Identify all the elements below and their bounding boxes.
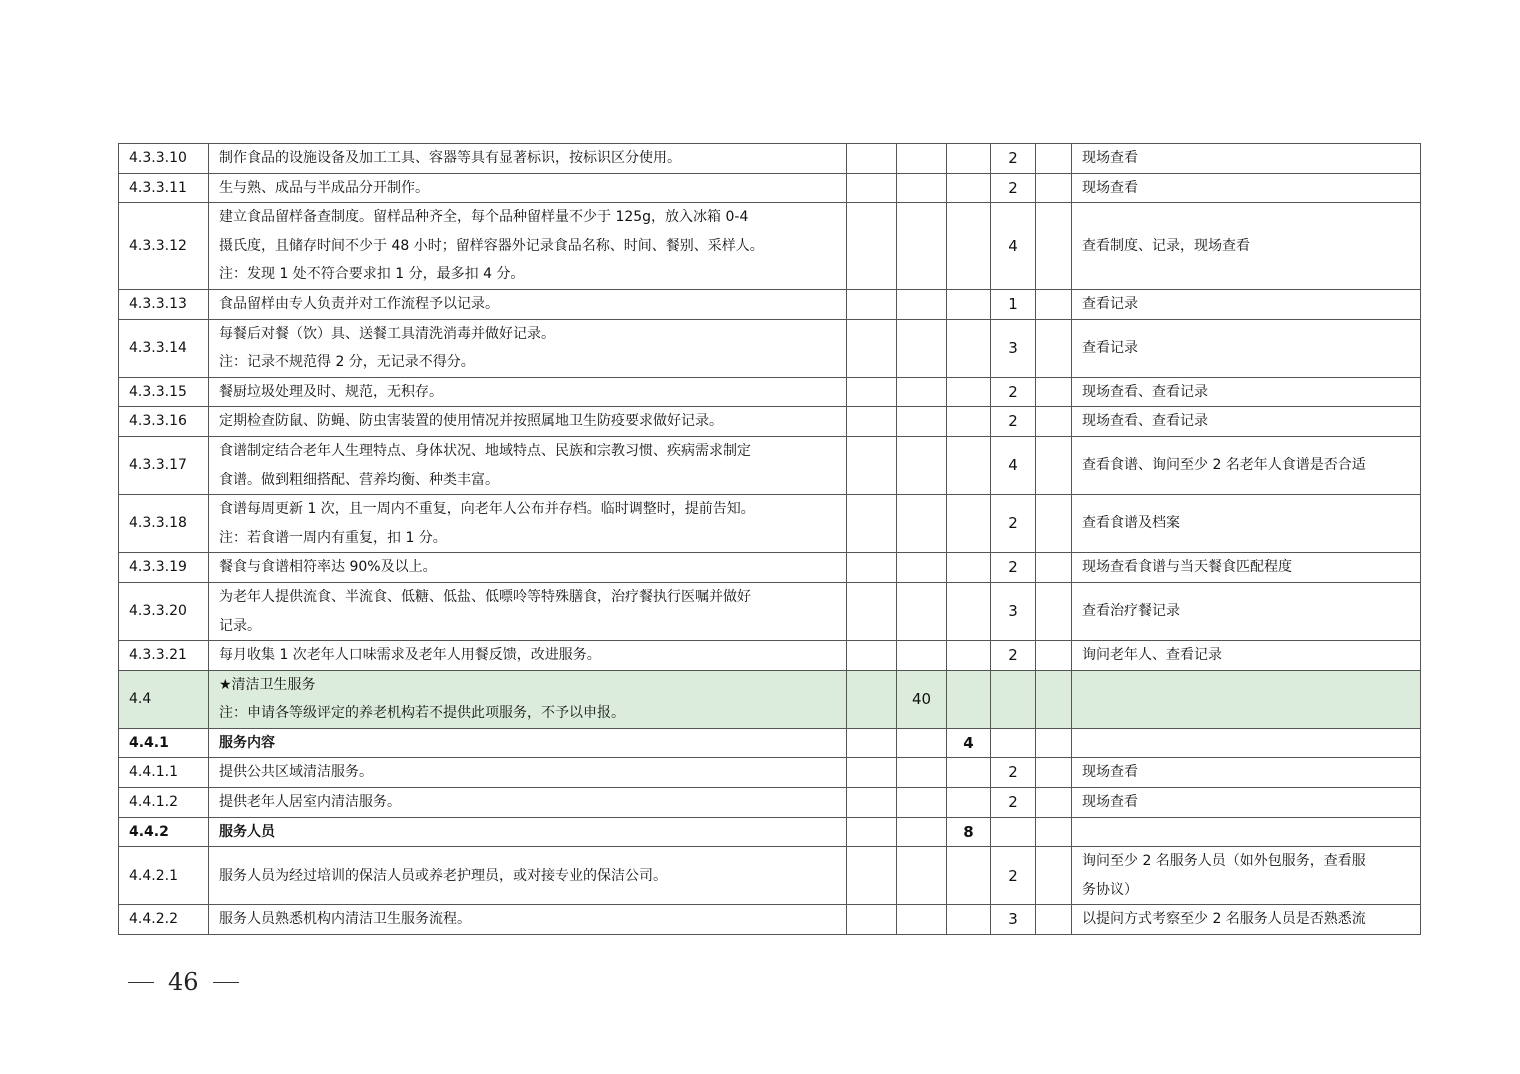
score-cell (947, 436, 991, 494)
item-description (209, 758, 847, 788)
score-cell (847, 203, 897, 290)
method-line: 现场查看、查看记录 (1082, 413, 1208, 430)
method-line: 查看治疗餐记录 (1082, 603, 1180, 620)
method-line: 询问老年人、查看记录 (1082, 647, 1222, 664)
item-number: 4.3.3.13 (119, 289, 209, 319)
item-number: 4.4.2.2 (119, 905, 209, 935)
item-number: 4.4.2 (119, 817, 209, 847)
score-cell (847, 173, 897, 203)
description-line: 定期检查防鼠、防蝇、防虫害装置的使用情况并按照属地卫生防疫要求做好记录。 (219, 413, 723, 430)
score-cell (1036, 670, 1072, 728)
description-line: 为老年人提供流食、半流食、低糖、低盐、低嘌呤等特殊膳食，治疗餐执行医嘱并做好 (219, 588, 751, 605)
table-row (119, 905, 1421, 935)
item-number: 4.3.3.17 (119, 436, 209, 494)
table-row (119, 436, 1421, 494)
score-cell (1036, 905, 1072, 935)
description-line: 服务人员熟悉机构内清洁卫生服务流程。 (219, 911, 471, 928)
score-cell (847, 582, 897, 640)
description-line: 注：申请各等级评定的养老机构若不提供此项服务，不予以申报。 (219, 705, 625, 722)
score-cell: 3 (991, 582, 1036, 640)
item-number: 4.3.3.21 (119, 641, 209, 671)
description-line: 注：发现 1 处不符合要求扣 1 分，最多扣 4 分。 (219, 266, 525, 283)
evaluation-method (1072, 289, 1421, 319)
score-cell (847, 289, 897, 319)
score-cell (947, 553, 991, 583)
description-line: 服务人员为经过培训的保洁人员或养老护理员，或对接专业的保洁公司。 (219, 867, 667, 884)
score-cell (991, 670, 1036, 728)
evaluation-method (1072, 553, 1421, 583)
description-line: 食谱。做到粗细搭配、营养均衡、种类丰富。 (219, 471, 499, 488)
score-cell: 3 (991, 319, 1036, 377)
item-number: 4.3.3.20 (119, 582, 209, 640)
score-cell (897, 817, 947, 847)
method-line: 查看制度、记录，现场查看 (1082, 237, 1250, 254)
item-description (209, 203, 847, 290)
description-line: 每月收集 1 次老年人口味需求及老年人用餐反馈，改进服务。 (219, 647, 601, 664)
score-cell: 2 (991, 758, 1036, 788)
score-cell (897, 641, 947, 671)
table-row (119, 173, 1421, 203)
table-row (119, 847, 1421, 905)
method-line: 现场查看食谱与当天餐食匹配程度 (1082, 559, 1292, 576)
score-cell (897, 377, 947, 407)
score-cell (847, 847, 897, 905)
score-cell (897, 582, 947, 640)
score-cell: 2 (991, 173, 1036, 203)
score-cell (1036, 847, 1072, 905)
method-line: 查看记录 (1082, 295, 1138, 312)
description-line: 注：若食谱一周内有重复，扣 1 分。 (219, 529, 447, 546)
score-cell (947, 847, 991, 905)
evaluation-method (1072, 641, 1421, 671)
item-number: 4.3.3.19 (119, 553, 209, 583)
item-number: 4.3.3.11 (119, 173, 209, 203)
score-cell (947, 758, 991, 788)
score-cell (1036, 407, 1072, 437)
score-cell (947, 377, 991, 407)
score-cell (947, 289, 991, 319)
table-row (119, 817, 1421, 847)
score-cell (847, 377, 897, 407)
score-cell (897, 905, 947, 935)
score-cell (847, 641, 897, 671)
table-row (119, 788, 1421, 818)
score-cell (1036, 817, 1072, 847)
score-cell: 2 (991, 641, 1036, 671)
score-cell: 2 (991, 407, 1036, 437)
table-row (119, 319, 1421, 377)
score-cell (1036, 788, 1072, 818)
item-number: 4.4.1.1 (119, 758, 209, 788)
score-cell (1036, 173, 1072, 203)
footer-dash-left (128, 982, 154, 983)
evaluation-method (1072, 847, 1421, 905)
description-line: ★清洁卫生服务 (219, 676, 316, 693)
score-cell (847, 728, 897, 758)
item-description (209, 144, 847, 174)
item-description (209, 407, 847, 437)
score-cell (947, 144, 991, 174)
method-line: 现场查看、查看记录 (1082, 383, 1208, 400)
evaluation-method (1072, 758, 1421, 788)
item-description (209, 905, 847, 935)
score-cell (1036, 377, 1072, 407)
score-cell (847, 553, 897, 583)
table-row (119, 670, 1421, 728)
evaluation-method (1072, 905, 1421, 935)
score-cell (947, 905, 991, 935)
evaluation-table (118, 143, 1421, 935)
evaluation-method (1072, 670, 1421, 728)
method-line: 询问至少 2 名服务人员（如外包服务，查看服 (1082, 853, 1366, 870)
evaluation-method (1072, 377, 1421, 407)
description-line: 注：记录不规范得 2 分，无记录不得分。 (219, 354, 475, 371)
score-cell (991, 817, 1036, 847)
score-cell: 8 (947, 817, 991, 847)
description-line: 食谱每周更新 1 次，且一周内不重复，向老年人公布并存档。临时调整时，提前告知。 (219, 501, 755, 518)
score-cell (847, 670, 897, 728)
table-row (119, 758, 1421, 788)
score-cell: 2 (991, 144, 1036, 174)
score-cell: 2 (991, 788, 1036, 818)
description-line: 提供公共区域清洁服务。 (219, 764, 373, 781)
evaluation-method (1072, 436, 1421, 494)
method-line: 查看食谱、询问至少 2 名老年人食谱是否合适 (1082, 457, 1366, 474)
description-line: 提供老年人居室内清洁服务。 (219, 794, 401, 811)
score-cell (947, 641, 991, 671)
score-cell: 4 (991, 436, 1036, 494)
score-cell (1036, 203, 1072, 290)
evaluation-method (1072, 173, 1421, 203)
item-number: 4.4 (119, 670, 209, 728)
score-cell (897, 847, 947, 905)
evaluation-method (1072, 788, 1421, 818)
score-cell (897, 407, 947, 437)
item-number: 4.4.1 (119, 728, 209, 758)
score-cell (947, 203, 991, 290)
score-cell (897, 436, 947, 494)
method-line: 现场查看 (1082, 794, 1138, 811)
evaluation-method (1072, 144, 1421, 174)
method-line: 务协议） (1082, 881, 1138, 898)
evaluation-method (1072, 728, 1421, 758)
score-cell (991, 728, 1036, 758)
method-line: 查看记录 (1082, 339, 1138, 356)
score-cell (897, 495, 947, 553)
description-line: 餐厨垃圾处理及时、规范，无积存。 (219, 383, 443, 400)
table-row (119, 377, 1421, 407)
score-cell: 3 (991, 905, 1036, 935)
description-line: 每餐后对餐（饮）具、送餐工具清洗消毒并做好记录。 (219, 325, 555, 342)
score-cell (897, 728, 947, 758)
table-row (119, 728, 1421, 758)
description-line: 食谱制定结合老年人生理特点、身体状况、地域特点、民族和宗教习惯、疾病需求制定 (219, 442, 751, 459)
item-description (209, 582, 847, 640)
description-line: 餐食与食谱相符率达 90%及以上。 (219, 559, 437, 576)
score-cell: 2 (991, 495, 1036, 553)
item-number: 4.3.3.14 (119, 319, 209, 377)
score-cell (1036, 319, 1072, 377)
score-cell (897, 319, 947, 377)
score-cell (947, 582, 991, 640)
score-cell: 40 (897, 670, 947, 728)
description-line: 服务内容 (219, 734, 275, 751)
item-number: 4.3.3.10 (119, 144, 209, 174)
item-description (209, 495, 847, 553)
score-cell (897, 553, 947, 583)
item-description (209, 173, 847, 203)
score-cell (947, 788, 991, 818)
description-line: 生与熟、成品与半成品分开制作。 (219, 179, 429, 196)
score-cell (847, 758, 897, 788)
method-line: 现场查看 (1082, 179, 1138, 196)
table-row (119, 407, 1421, 437)
table-row (119, 495, 1421, 553)
item-description (209, 319, 847, 377)
item-description (209, 817, 847, 847)
table-row (119, 203, 1421, 290)
score-cell (897, 758, 947, 788)
score-cell (847, 407, 897, 437)
table-row (119, 582, 1421, 640)
method-line: 查看食谱及档案 (1082, 515, 1180, 532)
evaluation-method (1072, 495, 1421, 553)
score-cell: 4 (947, 728, 991, 758)
evaluation-method (1072, 203, 1421, 290)
description-line: 摄氏度，且储存时间不少于 48 小时；留样容器外记录食品名称、时间、餐别、采样人。 (219, 237, 764, 254)
score-cell (897, 788, 947, 818)
item-description (209, 377, 847, 407)
table-row (119, 144, 1421, 174)
score-cell (897, 173, 947, 203)
score-cell (847, 144, 897, 174)
evaluation-method (1072, 407, 1421, 437)
score-cell: 2 (991, 847, 1036, 905)
score-cell (1036, 641, 1072, 671)
score-cell (1036, 144, 1072, 174)
table-row (119, 553, 1421, 583)
item-number: 4.4.1.2 (119, 788, 209, 818)
table-row (119, 641, 1421, 671)
item-description (209, 670, 847, 728)
evaluation-method (1072, 817, 1421, 847)
score-cell (897, 203, 947, 290)
description-line: 服务人员 (219, 823, 275, 840)
score-cell (1036, 758, 1072, 788)
score-cell (1036, 495, 1072, 553)
item-description (209, 847, 847, 905)
evaluation-method (1072, 582, 1421, 640)
item-description (209, 728, 847, 758)
score-cell (1036, 289, 1072, 319)
score-cell (847, 788, 897, 818)
score-cell (847, 905, 897, 935)
page-number: 46 (168, 968, 199, 996)
item-description (209, 641, 847, 671)
description-line: 制作食品的设施设备及加工工具、容器等具有显著标识，按标识区分使用。 (219, 150, 681, 166)
item-description (209, 553, 847, 583)
score-cell (1036, 436, 1072, 494)
method-line: 现场查看 (1082, 150, 1138, 166)
description-line: 食品留样由专人负责并对工作流程予以记录。 (219, 295, 499, 312)
item-number: 4.3.3.16 (119, 407, 209, 437)
score-cell: 2 (991, 553, 1036, 583)
table-row (119, 289, 1421, 319)
method-line: 以提问方式考察至少 2 名服务人员是否熟悉流 (1082, 911, 1366, 928)
score-cell (947, 670, 991, 728)
score-cell (1036, 553, 1072, 583)
score-cell (847, 319, 897, 377)
item-description (209, 436, 847, 494)
score-cell: 2 (991, 377, 1036, 407)
score-cell (847, 495, 897, 553)
method-line: 现场查看 (1082, 764, 1138, 781)
item-number: 4.3.3.12 (119, 203, 209, 290)
item-number: 4.3.3.18 (119, 495, 209, 553)
item-number: 4.4.2.1 (119, 847, 209, 905)
score-cell (847, 436, 897, 494)
description-line: 建立食品留样备查制度。留样品种齐全，每个品种留样量不少于 125g，放入冰箱 0-4 (219, 209, 749, 226)
item-description (209, 289, 847, 319)
score-cell (1036, 582, 1072, 640)
score-cell (947, 495, 991, 553)
footer-dash-right (213, 982, 239, 983)
score-cell (1036, 728, 1072, 758)
score-cell (947, 319, 991, 377)
score-cell (897, 144, 947, 174)
score-cell: 1 (991, 289, 1036, 319)
score-cell (947, 173, 991, 203)
evaluation-method (1072, 319, 1421, 377)
score-cell: 4 (991, 203, 1036, 290)
score-cell (847, 817, 897, 847)
item-description (209, 788, 847, 818)
page-footer (128, 968, 239, 996)
score-cell (947, 407, 991, 437)
score-cell (897, 289, 947, 319)
description-line: 记录。 (219, 617, 261, 634)
item-number: 4.3.3.15 (119, 377, 209, 407)
